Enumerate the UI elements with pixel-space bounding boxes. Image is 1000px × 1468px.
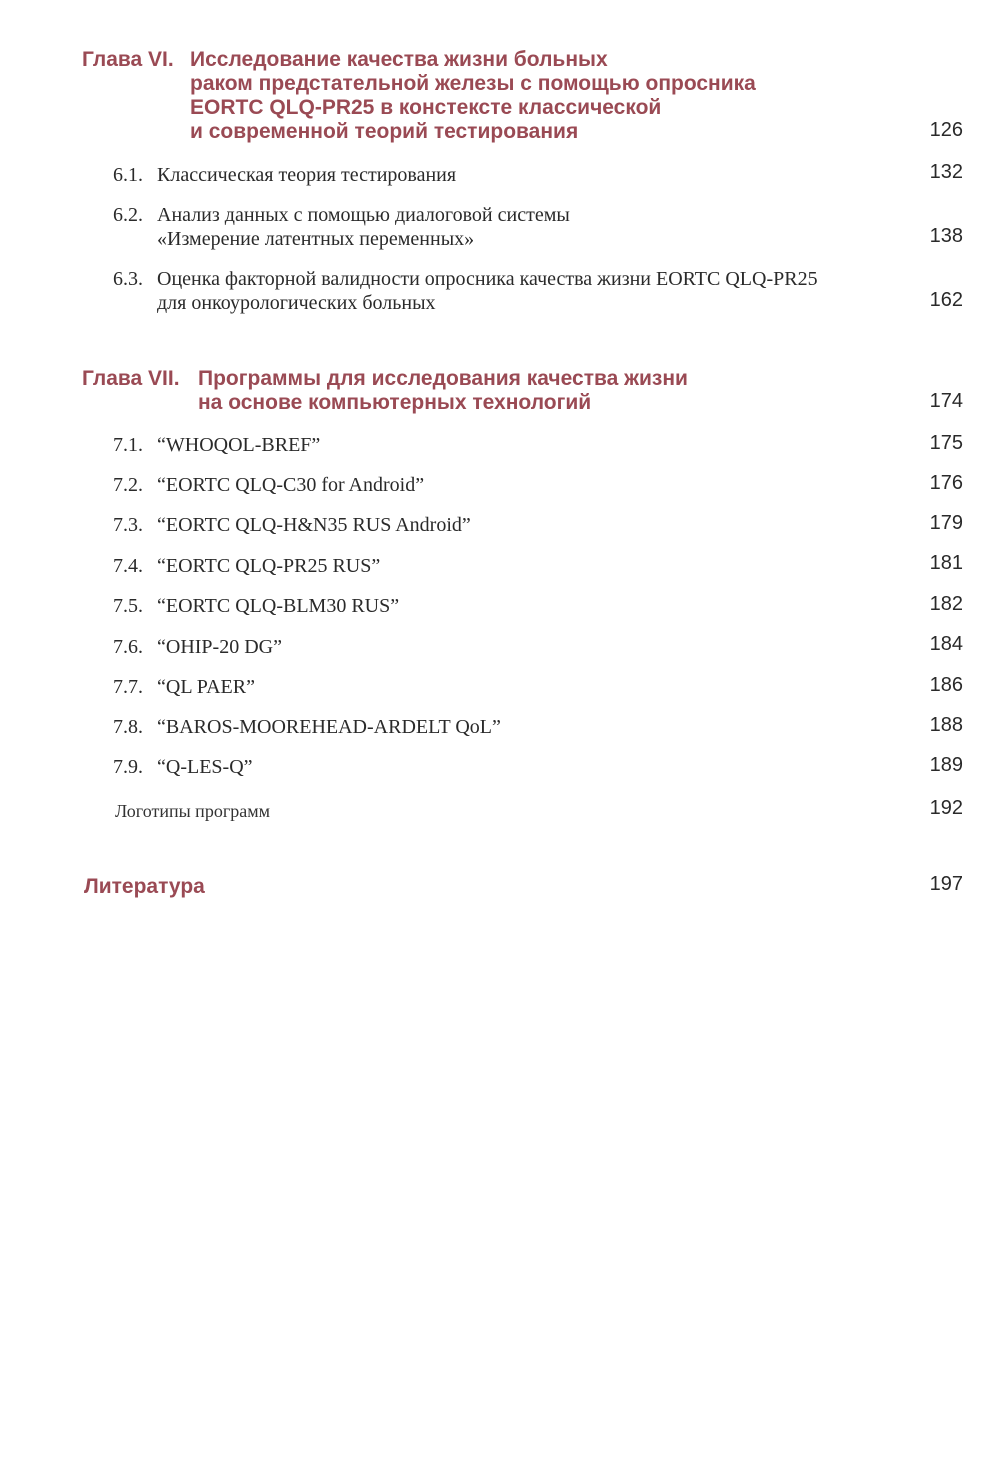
- section-6-2-number: 6.2.: [113, 204, 143, 226]
- section-7-8-number: 7.8.: [113, 716, 143, 738]
- section-6-2-page: 138: [929, 225, 963, 247]
- section-7-1-number: 7.1.: [113, 434, 143, 456]
- section-6-1-page: 132: [929, 161, 963, 183]
- section-7-5-number: 7.5.: [113, 595, 143, 617]
- program-logos-entry: Логотипы программ: [115, 801, 270, 821]
- chapter-7-title-line-1: Программы для исследования качества жизни: [198, 367, 688, 390]
- section-6-2-title-line-2: «Измерение латентных переменных»: [157, 228, 475, 250]
- section-7-4-title: “EORTC QLQ-PR25 RUS”: [157, 555, 381, 577]
- section-7-4-number: 7.4.: [113, 555, 143, 577]
- section-7-1-page: 175: [929, 432, 963, 454]
- section-7-6-title: “OHIP-20 DG”: [157, 636, 282, 658]
- chapter-6-label: Глава VI.: [82, 48, 174, 71]
- section-7-3-number: 7.3.: [113, 514, 143, 536]
- chapter-7-page: 174: [929, 390, 963, 412]
- section-7-1-title: “WHOQOL-BREF”: [157, 434, 321, 456]
- program-logos-page: 192: [929, 797, 963, 819]
- section-7-5-page: 182: [929, 593, 963, 615]
- chapter-6-title-line-1: Исследование качества жизни больных: [190, 48, 608, 71]
- section-7-4-page: 181: [929, 552, 963, 574]
- section-7-2-page: 176: [929, 472, 963, 494]
- section-7-3-page: 179: [929, 512, 963, 534]
- section-7-9-page: 189: [929, 754, 963, 776]
- section-6-1-title: Классическая теория тестирования: [157, 164, 457, 186]
- chapter-6-title-line-4: и современной теорий тестирования: [190, 120, 579, 143]
- section-7-5-title: “EORTC QLQ-BLM30 RUS”: [157, 595, 400, 617]
- section-6-1-number: 6.1.: [113, 164, 143, 186]
- chapter-7-label: Глава VII.: [82, 367, 180, 390]
- section-7-6-number: 7.6.: [113, 636, 143, 658]
- section-7-8-title: “BAROS-MOOREHEAD-ARDELT QoL”: [157, 716, 501, 738]
- section-6-3-page: 162: [929, 289, 963, 311]
- chapter-7-title-line-2: на основе компьютерных технологий: [198, 391, 592, 414]
- section-7-2-number: 7.2.: [113, 474, 143, 496]
- chapter-6-page: 126: [929, 119, 963, 141]
- literature-page: 197: [929, 873, 963, 895]
- section-7-9-title: “Q-LES-Q”: [157, 756, 253, 778]
- section-7-7-number: 7.7.: [113, 676, 143, 698]
- literature-heading: Литература: [84, 875, 205, 898]
- section-7-9-number: 7.9.: [113, 756, 143, 778]
- section-6-3-title-line-1: Оценка факторной валидности опросника качества жизни EORTC QLQ-PR25: [157, 268, 818, 290]
- section-7-6-page: 184: [929, 633, 963, 655]
- section-6-2-title-line-1: Анализ данных с помощью диалоговой системы: [157, 204, 570, 226]
- section-6-3-number: 6.3.: [113, 268, 143, 290]
- section-7-8-page: 188: [929, 714, 963, 736]
- chapter-6-title-line-2: раком предстательной железы с помощью опросника: [190, 72, 756, 95]
- chapter-6-title-line-3: EORTC QLQ-PR25 в констексте классической: [190, 96, 662, 119]
- section-7-2-title: “EORTC QLQ-C30 for Android”: [157, 474, 425, 496]
- section-7-3-title: “EORTC QLQ-H&N35 RUS Android”: [157, 514, 471, 536]
- section-7-7-title: “QL PAER”: [157, 676, 255, 698]
- section-6-3-title-line-2: для онкоурологических больных: [157, 292, 436, 314]
- section-7-7-page: 186: [929, 674, 963, 696]
